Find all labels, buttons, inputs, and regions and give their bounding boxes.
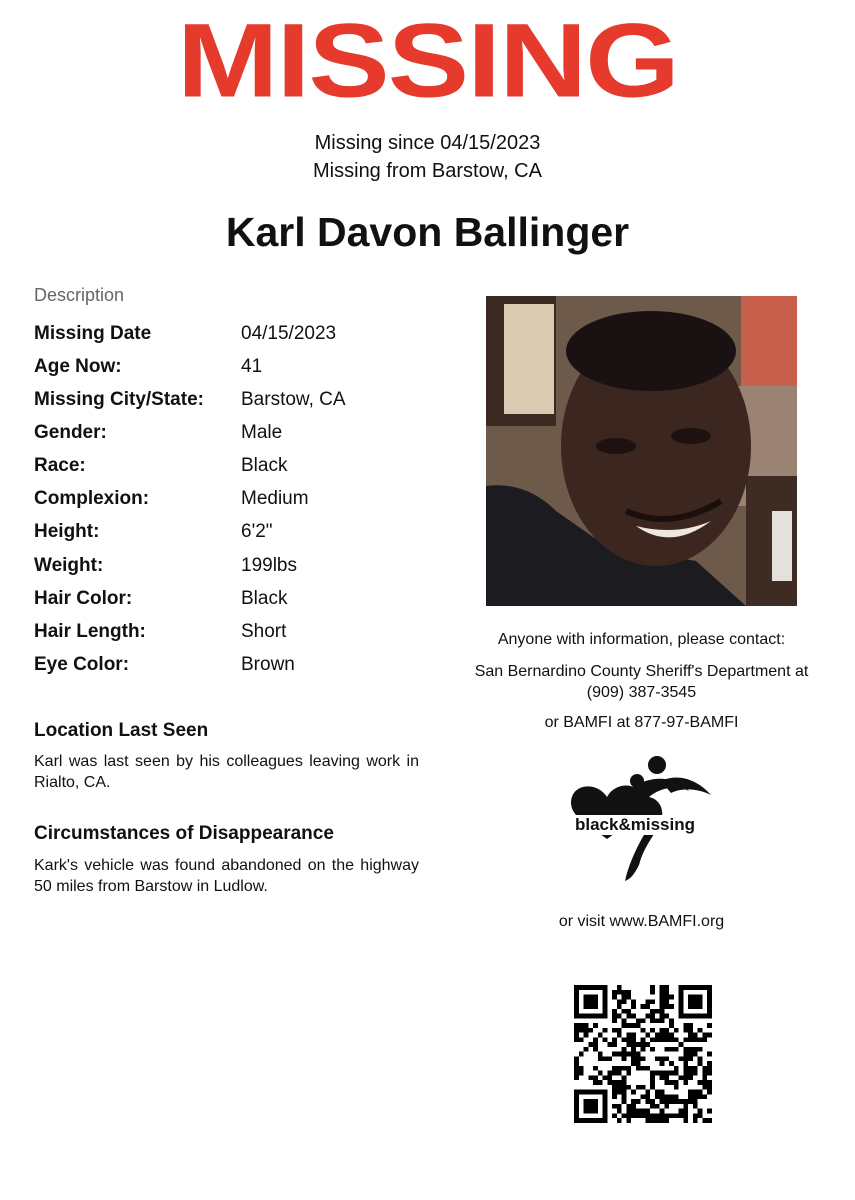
- detail-label: Race:: [34, 455, 86, 476]
- person-photo: [486, 296, 797, 606]
- detail-value: Black: [241, 588, 288, 609]
- location-text: Karl was last seen by his colleagues leaving work in Rialto, CA.: [34, 753, 419, 791]
- detail-value: Male: [241, 422, 283, 443]
- black-and-missing-logo: [565, 755, 715, 885]
- detail-row-gender: [34, 421, 454, 454]
- detail-row-age: [34, 355, 454, 388]
- detail-label: Missing Date: [34, 323, 152, 344]
- detail-row-missing-date: [34, 322, 454, 355]
- circumstances-title: Circumstances of Disappearance: [34, 823, 334, 844]
- detail-value: Black: [241, 455, 288, 476]
- detail-label: Height:: [34, 521, 100, 542]
- detail-value: Brown: [241, 654, 295, 675]
- detail-row-hair-length: [34, 620, 454, 653]
- contact-visit: or visit www.BAMFI.org: [558, 913, 725, 930]
- detail-row-complexion: [34, 487, 454, 520]
- location-title: Location Last Seen: [34, 720, 209, 741]
- detail-label: Gender:: [34, 422, 107, 443]
- detail-row-hair-color: [34, 587, 454, 620]
- detail-label: Eye Color:: [34, 654, 130, 675]
- circumstances-text: Kark's vehicle was found abandoned on the highway 50 miles from Barstow in Ludlow.: [34, 857, 419, 895]
- detail-value: Medium: [241, 488, 309, 509]
- detail-value: 6'2": [241, 521, 273, 542]
- detail-label: Missing City/State:: [34, 389, 204, 410]
- contact-intro: Anyone with information, please contact:: [497, 631, 786, 648]
- detail-label: Hair Color:: [34, 588, 133, 609]
- logo-wordmark: black&missing: [575, 815, 695, 834]
- contact-bamfi: or BAMFI at 877-97-BAMFI: [544, 714, 739, 731]
- detail-row-height: [34, 520, 454, 553]
- detail-row-city-state: [34, 388, 454, 421]
- detail-row-eye-color: [34, 653, 454, 686]
- contact-phone: (909) 387-3545: [586, 684, 697, 701]
- detail-label: Weight:: [34, 555, 104, 576]
- description-title: Description: [34, 285, 125, 305]
- detail-value: 04/15/2023: [241, 323, 337, 344]
- detail-value: Short: [241, 621, 287, 642]
- detail-row-weight: [34, 554, 454, 587]
- qr-code-icon[interactable]: [574, 985, 712, 1123]
- detail-label: Hair Length:: [34, 621, 146, 642]
- headline-missing: MISSING: [176, 1, 679, 119]
- person-name: Karl Davon Ballinger: [225, 209, 630, 255]
- missing-since: Missing since 04/15/2023: [314, 132, 541, 154]
- detail-value: 41: [241, 356, 263, 377]
- missing-from: Missing from Barstow, CA: [313, 160, 542, 182]
- contact-agency: San Bernardino County Sheriff's Department at: [474, 663, 809, 680]
- detail-value: Barstow, CA: [241, 389, 346, 410]
- detail-label: Age Now:: [34, 356, 122, 377]
- detail-label: Complexion:: [34, 488, 150, 509]
- detail-row-race: [34, 454, 454, 487]
- detail-value: 199lbs: [241, 555, 297, 576]
